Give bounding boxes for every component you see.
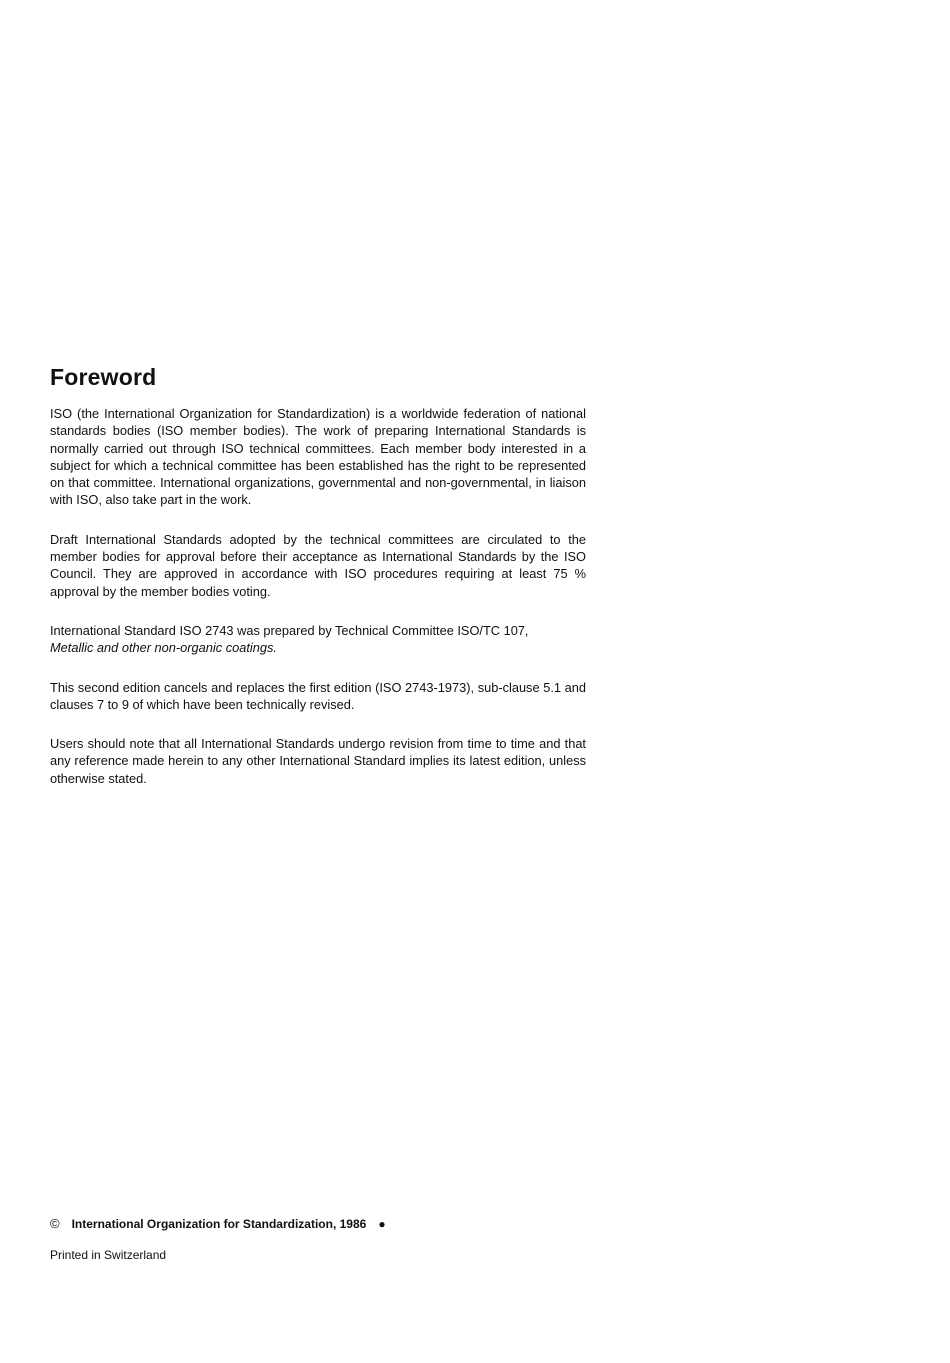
copyright-line [50, 1216, 386, 1231]
foreword-body [50, 405, 586, 809]
paragraph-iso-2743 [50, 622, 586, 657]
paragraph-iso-federation: ISO (the International Organization for Standardization) is a worldwide federation of national standards bodies (ISO member bodies). The work of preparing International Standards is normally carried out through ISO technical committees. Each member body interested in a subject for which a technical committee has been established has the right to be represented on that committee. International organizations, governmental and non-governmental, in liaison with ISO, also take part in the work. [50, 406, 586, 508]
paragraph-iso-2743-text: International Standard ISO 2743 was prepared by Technical Committee ISO/TC 107, [50, 622, 529, 638]
page-title: Foreword [50, 364, 157, 390]
paragraph-draft-standards: Draft International Standards adopted by the technical committees are circulated to the member bodies for approval before their acceptance as International Standards by the ISO Council. They are approved in accordance with ISO procedures requiring at least 75 % approval by the member bodies voting. [50, 531, 586, 599]
copyright-text: International Organization for Standardization, 1986 [71, 1216, 367, 1231]
committee-title: Metallic and other non-organic coatings. [50, 640, 277, 656]
printed-in: Printed in Switzerland [50, 1248, 167, 1262]
copyright-icon: © [50, 1216, 60, 1231]
bullet-icon: ● [378, 1216, 386, 1231]
paragraph-second-edition: This second edition cancels and replaces the first edition (ISO 2743-1973), sub-clause 5.1 and clauses 7 to 9 of which have been technically revised. [50, 679, 586, 712]
paragraph-users-note: Users should note that all International Standards undergo revision from time to time and that any reference made herein to any other International Standard implies its latest edition, unless otherwise stated. [50, 736, 586, 786]
